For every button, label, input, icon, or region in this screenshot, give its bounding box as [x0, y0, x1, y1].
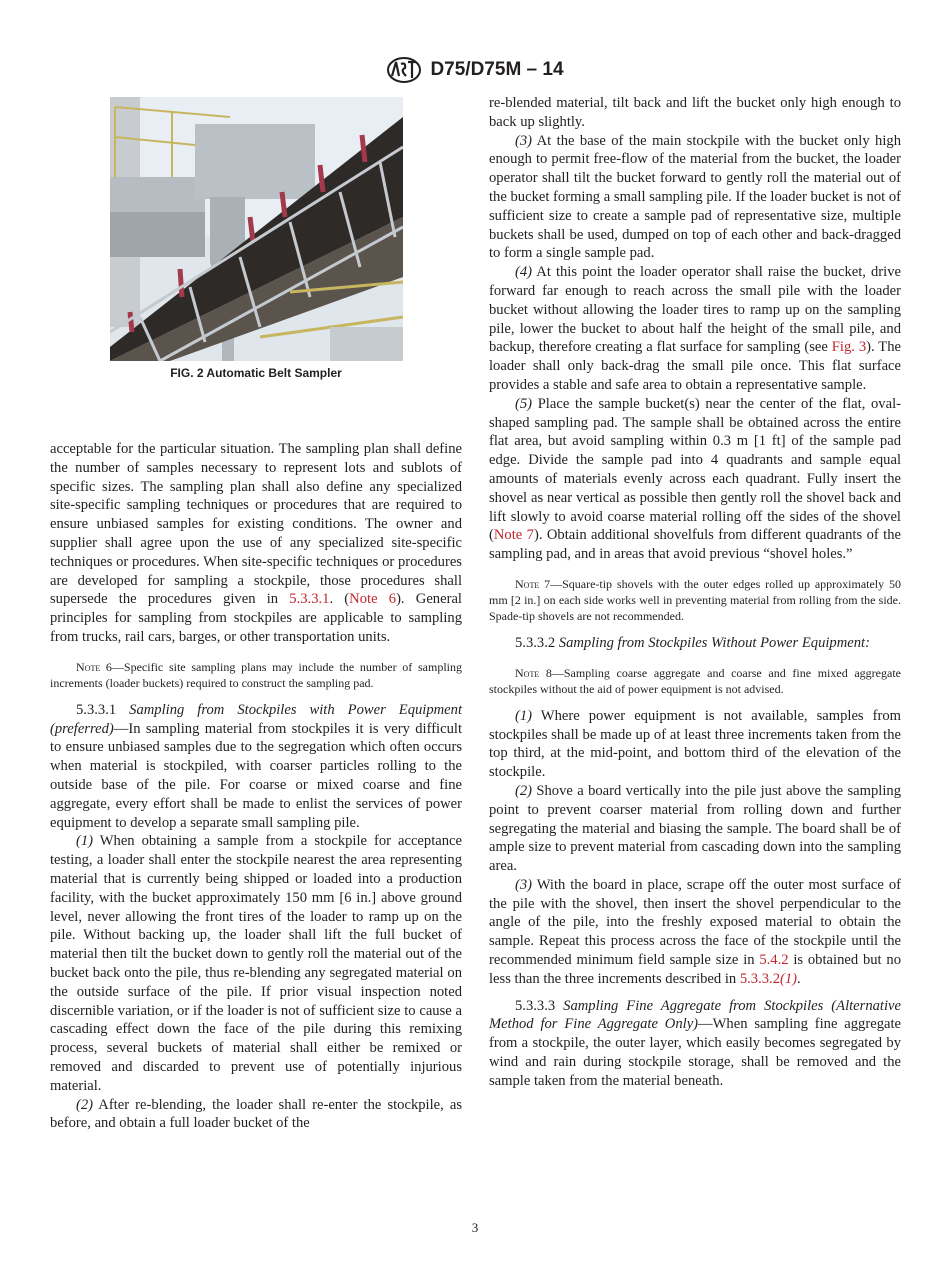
italic-text: Sampling Fine Aggregate from Stockpiles (Alternative Method for Fine Aggregate Only): [489, 997, 902, 1033]
text-segment: After re-blending, the loader shall re-enter the stockpile, as before, and obtain a full loader bucket of the: [50, 1096, 462, 1132]
body-paragraph: [489, 997, 901, 1091]
text-segment: re-blended material, tilt back and lift the bucket only high enough to back up slightly.: [489, 95, 901, 130]
text-segment: Shove a board vertically into the pile just above the sampling point to prevent coarser material from rolling down and further segregating the material and biasing the sample. The board shall be of ample size to prevent material from cascading down into the sampling area.: [489, 782, 901, 875]
text-segment: 5.3.3.2: [515, 634, 559, 651]
text-segment: Note: [515, 576, 540, 591]
text-segment: ). The loader shall only back-drag the small pile once. This flat surface provides a stable and safe area to obtain a representative sample.: [489, 339, 901, 393]
italic-text: (5): [515, 395, 533, 412]
text-segment: ). Obtain additional shovelfuls from different quadrants of the sampling pad, and in areas that avoid previous “shovel holes.”: [489, 527, 901, 563]
italic-text: Sampling from Stockpiles Without Power Equipment:: [558, 634, 870, 651]
text-segment: Place the sample bucket(s) near the center of the flat, oval-shaped sampling pad. The sample shall be obtained across the entire flat area, but avoid sampling within 0.3 m [1 ft] of the sample pad edge. Divide the sample pad into 4 quadrants and sample equal amounts of materials evenly across each quadrant. Fully insert the shovel as near vertical as possible then gently roll the shovel back and lift slowly to avoid coarse material rolling off the sides of the shovel (: [489, 395, 901, 544]
text-segment: is obtained but no less than the three increments described in: [489, 952, 901, 987]
body-paragraph: [489, 634, 901, 653]
cross-reference-link[interactable]: Fig. 3: [831, 339, 867, 356]
automatic-belt-sampler-photo: [110, 97, 403, 361]
italic-text: (2): [76, 1096, 94, 1113]
body-paragraph: [50, 440, 462, 647]
left-column: [50, 440, 462, 1133]
italic-text: (4): [515, 264, 533, 281]
body-paragraph: [50, 832, 462, 1095]
text-segment: ). General principles for sampling from stockpiles are applicable to sampling from trucks, rail cars, barges, or other transportation units.: [50, 591, 462, 645]
page-header: [0, 56, 950, 84]
text-segment: Note: [515, 665, 540, 680]
text-segment: When obtaining a sample from a stockpile for acceptance testing, a loader shall enter the stockpile nearest the area representing material that is currently being shipped or loaded into a production facility, with the bucket approximately 150 mm [6 in.] above ground level, never allowing the front tires of the loader to ramp up on the pile. Without backing up, the loader shall lift the full bucket of material then tilt the bucket down to gently roll the material out of the bucket back onto the pile, thus re-blending any segregated material on the outside surface of the pile. If prior visual inspection noted discernible variation, or if the loader is not of sufficient size to cause a cascading effect down the face of the pile during this remixing process, several buckets of material shall either be remixed or removed and discarded to prevent use of potentially injurious material.: [50, 833, 462, 1094]
standard-designation: D75/D75M – 14: [430, 59, 564, 80]
body-paragraph: [489, 876, 901, 989]
text-segment: 7—Square-tip shovels with the outer edges rolled up approximately 50 mm [2 in.] on each side works well in preventing material from rolling from the side. Spade-tip shovels are not recommended.: [489, 576, 901, 623]
body-paragraph: [489, 263, 901, 395]
note-paragraph: [489, 665, 901, 697]
cross-reference-link[interactable]: 5.4.2: [759, 952, 789, 969]
text-segment: Where power equipment is not available, samples from stockpiles shall be made up of at least three increments taken from the top third, at the mid-point, and bottom third of the elevation of the stockpile.: [489, 707, 901, 781]
italic-text: (3): [515, 132, 533, 149]
italic-text: (3): [515, 876, 533, 893]
body-paragraph: [489, 94, 901, 132]
body-paragraph: [489, 707, 901, 782]
text-segment: At this point the loader operator shall raise the bucket, drive forward far enough to reach across the small pile with the loader bucket without allowing the loader tires to ramp up on the sampling pile, lower the bucket to about half the height of the small pile, and backup, therefore creating a flat surface for sampling (see: [489, 264, 901, 356]
note-paragraph: [50, 659, 462, 691]
body-paragraph: [50, 1096, 462, 1134]
body-paragraph: [489, 395, 901, 564]
italic-text: Sampling from Stockpiles with Power Equipment (preferred): [50, 701, 463, 737]
cross-reference-link[interactable]: (1): [780, 970, 798, 987]
italic-text: (1): [76, 833, 94, 850]
note-paragraph: [489, 576, 901, 624]
right-column: [489, 94, 901, 1091]
body-paragraph: [489, 782, 901, 876]
text-segment: . (: [329, 591, 350, 608]
text-segment: Note: [76, 659, 101, 674]
cross-reference-link[interactable]: 5.3.3.1: [289, 591, 330, 608]
cross-reference-link[interactable]: Note 6: [349, 591, 397, 608]
figure-caption: FIG. 2 Automatic Belt Sampler: [170, 366, 342, 380]
body-paragraph: [489, 132, 901, 264]
text-segment: acceptable for the particular situation. The sampling plan shall define the number of samples necessary to represent lots and sublots of specific sizes. The sampling plan shall also define any specialized site-specific sampling techniques or procedures that are required to ensure unbiased samples for existing conditions. The owner and supplier shall agree upon the use of any specialized site-specific techniques or procedures. When site-specific techniques or procedures are developed for sampling a stockpile, those procedures shall supersede the procedures given in: [50, 441, 462, 608]
text-segment: At the base of the main stockpile with the bucket only high enough to permit free-flow of the material from the bucket, the loader operator shall tilt the bucket forward to gently roll the material out of the bucket forming a small sampling pile. If the loader bucket is not of sufficient size to create a sample pad of representative size, multiple buckets shall be used, dumped on top of each other and back-dragged to form a single sample pad.: [489, 132, 901, 262]
text-segment: —In sampling material from stockpiles it is very difficult to ensure unbiased samples due to the segregation which often occurs when material is stockpiled, with coarser particles rolling to the outside base of the pile. For coarse or mixed coarse and fine aggregate, every effort shall be made to enlist the services of power equipment to develop a separate small sampling pile.: [50, 720, 462, 831]
cross-reference-link[interactable]: Note 7: [493, 527, 534, 544]
italic-text: (2): [515, 782, 533, 799]
text-segment: 5.3.3.3: [515, 997, 564, 1014]
astm-logo-icon: [386, 56, 422, 84]
cross-reference-link[interactable]: 5.3.3.2: [739, 970, 780, 987]
body-paragraph: [50, 701, 462, 833]
text-segment: —When sampling fine aggregate from a stockpile, the outer layer, which easily becomes segregated by wind and rain during stockpile storage, shall be removed and the sample taken from the material beneath.: [489, 1016, 901, 1089]
text-segment: 5.3.3.1: [76, 701, 130, 718]
text-segment: .: [797, 970, 801, 987]
text-segment: With the board in place, scrape off the outer most surface of the pile with the shovel, then insert the shovel perpendicular to the angle of the pile, into the freshly exposed material to obtain the sample. Repeat this process across the face of the stockpile until the recommended minimum field sample size in: [489, 876, 901, 969]
italic-text: (1): [515, 707, 533, 724]
page-number: 3: [471, 1220, 479, 1235]
text-segment: 6—Specific site sampling plans may include the number of sampling increments (loader buckets) required to construct the sampling pad.: [50, 659, 462, 690]
text-segment: 8—Sampling coarse aggregate and coarse and fine mixed aggregate stockpiles without the aid of power equipment is not advised.: [489, 665, 901, 696]
